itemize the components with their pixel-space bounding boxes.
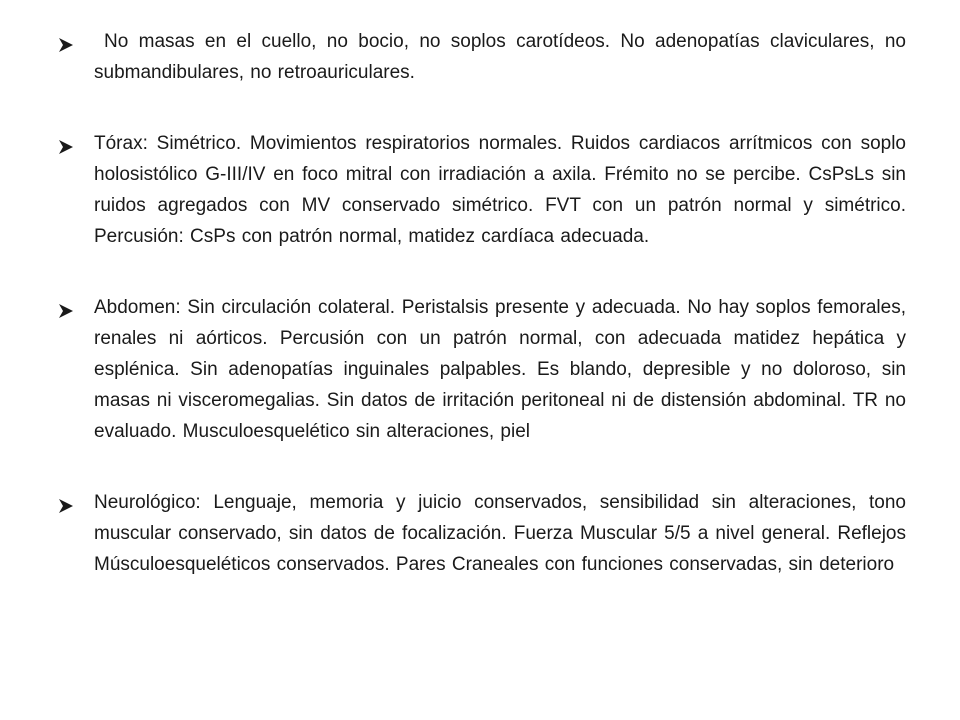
bullet-item-neurologico	[58, 487, 906, 580]
arrowhead-bullet-icon	[58, 139, 74, 155]
findings-bullet-list	[58, 26, 906, 620]
bullet-item-abdomen	[58, 292, 906, 447]
arrowhead-bullet-icon	[58, 498, 74, 514]
bullet-text-neurologico: Neurológico: Lenguaje, memoria y juicio conservados, sensibilidad sin alteraciones, tono muscular conservado, sin datos de focalización. Fuerza Muscular 5/5 a nivel general. Reflejos Músculoesqueléticos conservados. Pares Craneales con funciones conservadas, sin deterioro	[94, 492, 906, 575]
arrowhead-bullet-icon	[58, 303, 74, 319]
bullet-item-cuello	[58, 26, 906, 88]
arrowhead-bullet-icon	[58, 37, 74, 53]
bullet-text-torax: Tórax: Simétrico. Movimientos respiratorios normales. Ruidos cardiacos arrítmicos con soplo holosistólico G-III/IV en foco mitral con irradiación a axila. Frémito no se percibe. CsPsLs sin ruidos agregados con MV conservado simétrico. FVT con un patrón normal y simétrico. Percusión: CsPs con patrón normal, matidez cardíaca adecuada.	[94, 133, 906, 247]
bullet-text-cuello: No masas en el cuello, no bocio, no soplos carotídeos. No adenopatías claviculares, no submandibulares, no retroauriculares.	[94, 31, 906, 83]
bullet-item-torax	[58, 128, 906, 252]
bullet-text-abdomen: Abdomen: Sin circulación colateral. Peristalsis presente y adecuada. No hay soplos femorales, renales ni aórticos. Percusión con un patrón normal, con adecuada matidez hepática y esplénica. Sin adenopatías inguinales palpables. Es blando, depresible y no doloroso, sin masas ni visceromegalias. Sin datos de irritación peritoneal ni de distensión abdominal. TR no evaluado. Musculoesquelético sin alteraciones, piel	[94, 297, 906, 442]
